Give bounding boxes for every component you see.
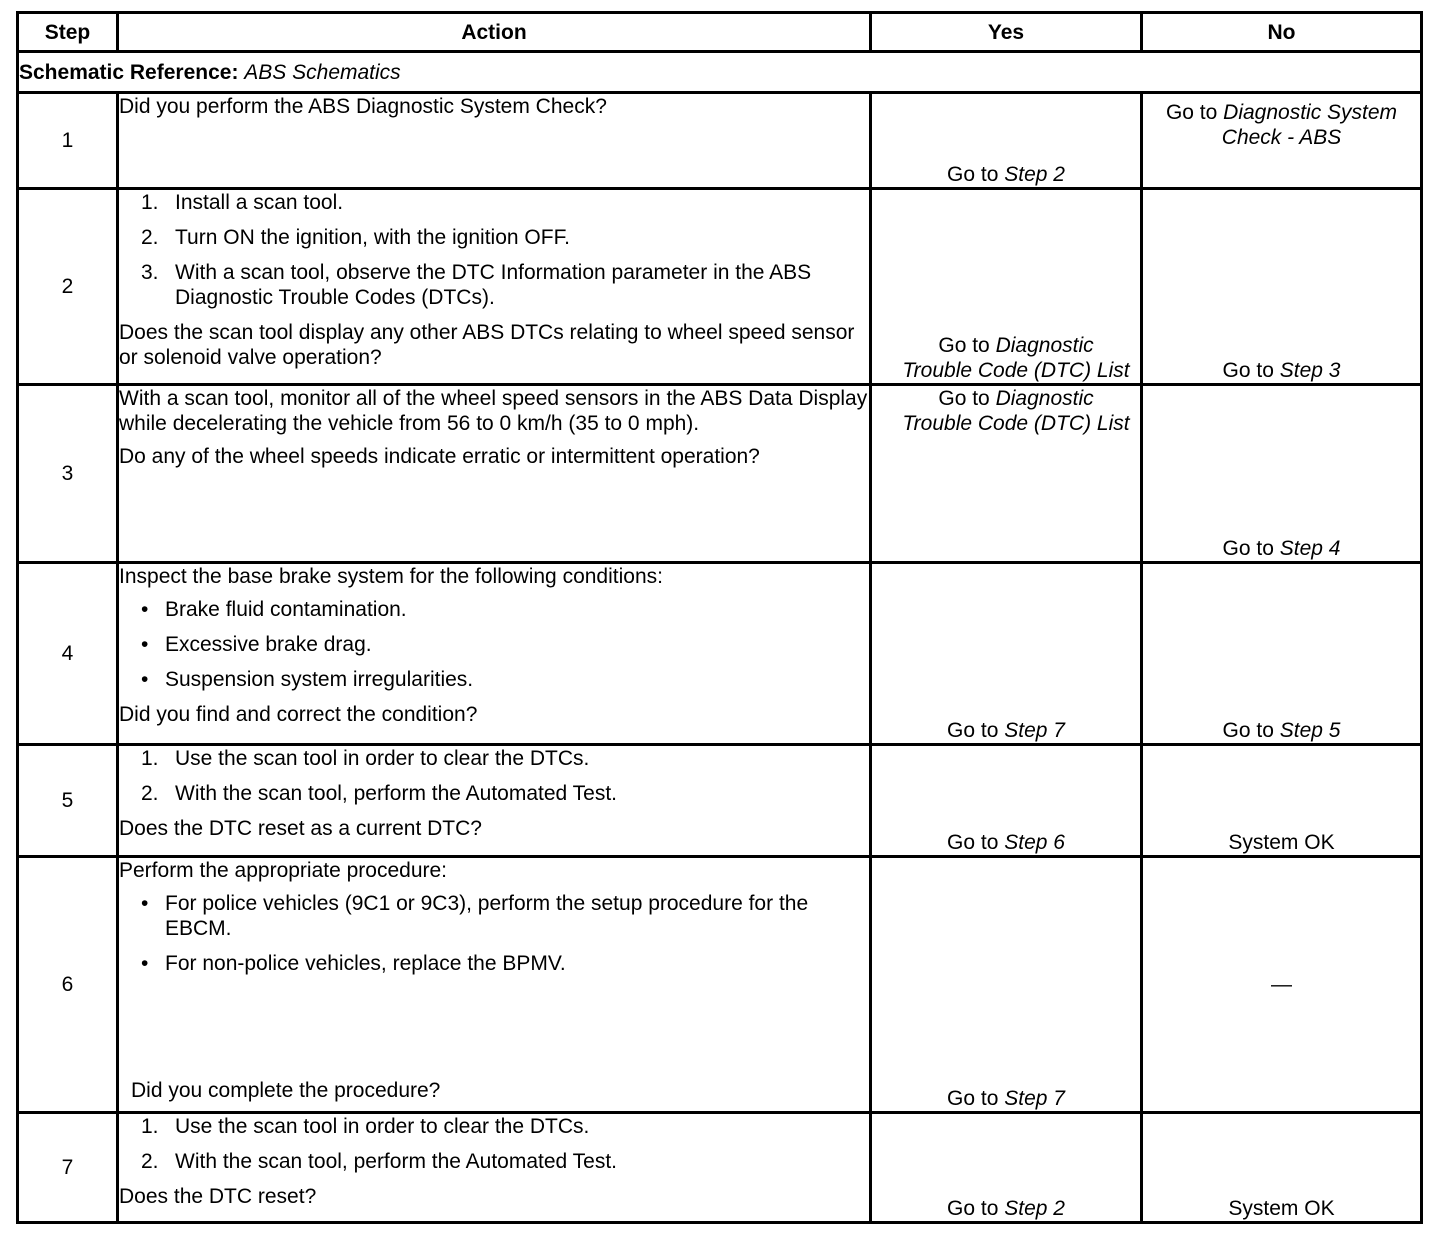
action-text: With a scan tool, monitor all of the wheel speed sensors in the ABS Data Display while decelerating the vehicle from 56 to 0 km/h (35 to 0 mph). — [119, 387, 868, 435]
step-number: 5 — [18, 745, 118, 857]
yes-link[interactable]: Step 2 — [1004, 1197, 1065, 1220]
yes-cell — [871, 857, 1142, 1113]
no-prefix: Go to — [1222, 537, 1274, 560]
step-number: 2 — [18, 189, 118, 385]
schematic-row — [18, 52, 1422, 93]
list-item: 2. With the scan tool, perform the Automated Test. — [141, 1150, 618, 1173]
yes-link[interactable]: Step 7 — [1004, 719, 1065, 742]
table-row — [18, 857, 1422, 1113]
table-row — [18, 189, 1422, 385]
yes-link[interactable]: Step 2 — [1004, 163, 1065, 186]
header-yes: Yes — [871, 13, 1142, 52]
no-cell: System OK — [1142, 745, 1422, 857]
action-cell — [118, 857, 871, 1113]
list-item: 1. Install a scan tool. — [141, 191, 344, 214]
table-row — [18, 745, 1422, 857]
bullet-item: • Brake fluid contamination. — [141, 598, 407, 621]
schematic-reference — [18, 52, 1422, 93]
yes-prefix: Go to — [947, 831, 999, 854]
list-item: 1. Use the scan tool in order to clear the DTCs. — [141, 1115, 590, 1138]
bullet-item: • For non-police vehicles, replace the BPMV. — [141, 952, 566, 975]
header-step: Step — [18, 13, 118, 52]
action-question: Do any of the wheel speeds indicate erratic or intermittent operation? — [119, 445, 760, 468]
no-cell — [1142, 93, 1422, 189]
yes-cell — [871, 93, 1142, 189]
action-cell — [118, 563, 871, 745]
bullet-item: • Suspension system irregularities. — [141, 668, 474, 691]
yes-cell — [871, 563, 1142, 745]
no-link[interactable]: Step 4 — [1279, 537, 1341, 560]
list-item: 2. Turn ON the ignition, with the ignition OFF. — [141, 226, 570, 249]
yes-prefix: Go to — [947, 1087, 999, 1110]
no-link[interactable]: Diagnostic System Check - ABS — [1221, 101, 1398, 149]
yes-prefix: Go to — [947, 1197, 999, 1220]
action-cell — [118, 93, 871, 189]
yes-link[interactable]: Step 7 — [1004, 1087, 1065, 1110]
yes-prefix: Go to — [938, 334, 990, 357]
yes-cell — [871, 385, 1142, 563]
yes-cell — [871, 745, 1142, 857]
action-question: Does the DTC reset as a current DTC? — [119, 817, 482, 840]
step-number: 1 — [18, 93, 118, 189]
action-text: Did you perform the ABS Diagnostic System Check? — [119, 95, 607, 118]
action-question: Does the DTC reset? — [119, 1185, 317, 1208]
yes-prefix: Go to — [938, 387, 990, 410]
action-question: Did you complete the procedure? — [131, 1079, 441, 1102]
yes-prefix: Go to — [947, 719, 999, 742]
bullet-item: • Excessive brake drag. — [141, 633, 372, 656]
yes-link[interactable]: Step 6 — [1004, 831, 1065, 854]
no-cell — [1142, 563, 1422, 745]
header-action: Action — [118, 13, 871, 52]
schematic-link[interactable]: ABS Schematics — [244, 60, 401, 84]
yes-cell — [871, 1113, 1142, 1223]
yes-link[interactable]: Diagnostic Trouble Code (DTC) List — [902, 334, 1130, 382]
action-cell — [118, 745, 871, 857]
no-prefix: Go to — [1222, 719, 1274, 742]
action-cell — [118, 1113, 871, 1223]
table-row — [18, 385, 1422, 563]
action-question: Does the scan tool display any other ABS DTCs relating to wheel speed sensor or solenoid valve operation? — [119, 321, 855, 369]
table-row — [18, 563, 1422, 745]
list-item: 1. Use the scan tool in order to clear the DTCs. — [141, 747, 590, 770]
yes-cell — [871, 189, 1142, 385]
action-text: Perform the appropriate procedure: — [119, 859, 448, 882]
bullet-item: • For police vehicles (9C1 or 9C3), perform the setup procedure for the EBCM. — [141, 892, 809, 940]
no-link[interactable]: Step 5 — [1279, 719, 1341, 742]
action-cell — [118, 189, 871, 385]
diagnostic-table — [16, 11, 1423, 1224]
header-no: No — [1142, 13, 1422, 52]
list-item: 3. With a scan tool, observe the DTC Information parameter in the ABS Diagnostic Trouble Codes (DTCs). — [141, 261, 812, 309]
step-number: 7 — [18, 1113, 118, 1223]
step-number: 4 — [18, 563, 118, 745]
no-link[interactable]: Step 3 — [1279, 359, 1341, 382]
no-cell: — — [1142, 857, 1422, 1113]
schematic-label: Schematic Reference: — [19, 60, 239, 84]
yes-prefix: Go to — [947, 163, 999, 186]
step-number: 6 — [18, 857, 118, 1113]
no-prefix: Go to — [1165, 101, 1218, 124]
table-row — [18, 93, 1422, 189]
action-text: Inspect the base brake system for the following conditions: — [119, 565, 663, 588]
no-cell — [1142, 385, 1422, 563]
step-number: 3 — [18, 385, 118, 563]
no-cell: System OK — [1142, 1113, 1422, 1223]
no-cell — [1142, 189, 1422, 385]
yes-link[interactable]: Diagnostic Trouble Code (DTC) List — [902, 387, 1130, 435]
no-prefix: Go to — [1222, 359, 1274, 382]
header-row — [18, 13, 1422, 52]
action-cell — [118, 385, 871, 563]
action-question: Did you find and correct the condition? — [119, 703, 478, 726]
list-item: 2. With the scan tool, perform the Automated Test. — [141, 782, 618, 805]
table-row — [18, 1113, 1422, 1223]
